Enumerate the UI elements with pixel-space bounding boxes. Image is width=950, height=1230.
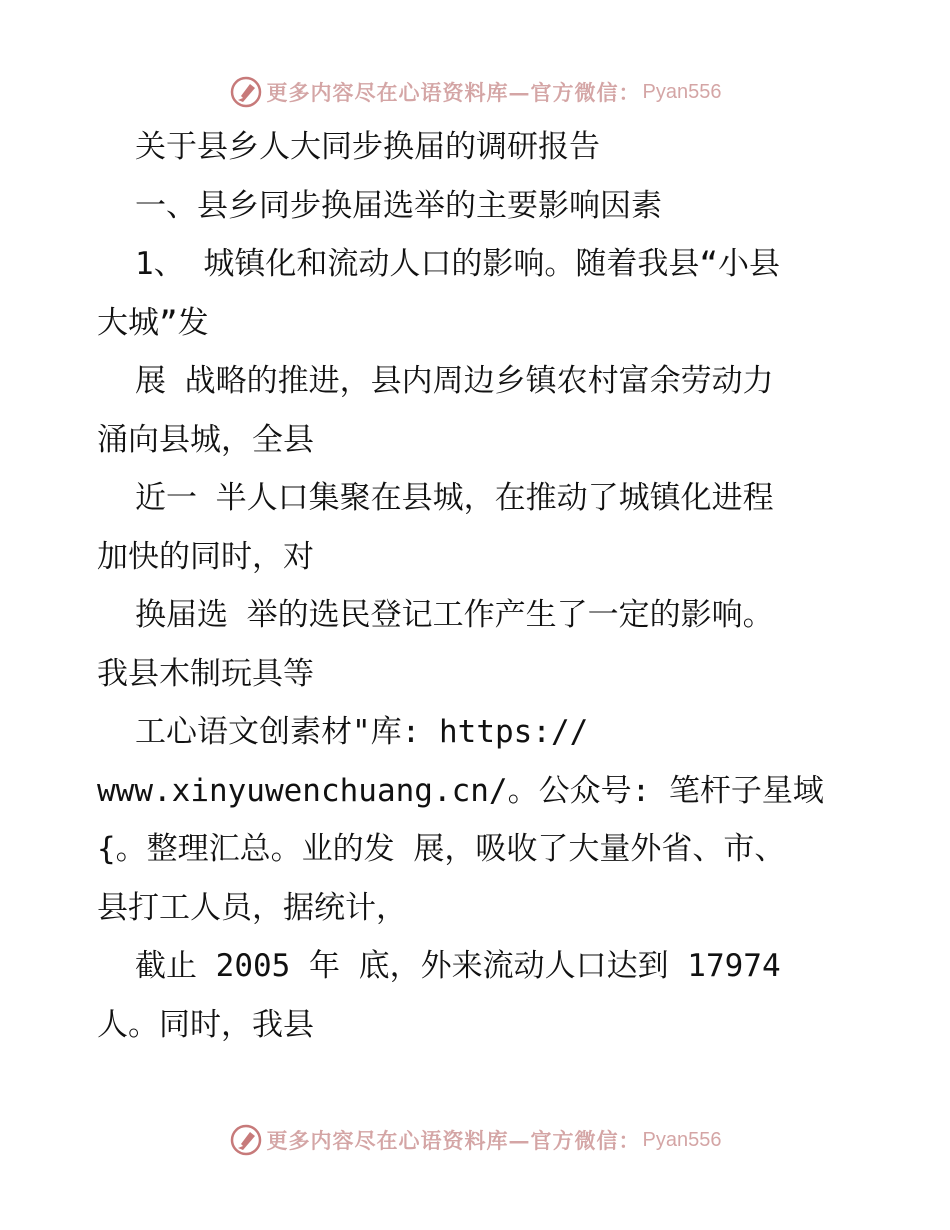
text-line: {。整理汇总。业的发 展，吸收了大量外省、市、 xyxy=(97,831,786,867)
text-line: 截止 2005 年 底，外来流动人口达到 17974 xyxy=(135,948,781,984)
text-line: 县打工人员，据统计， xyxy=(97,889,407,926)
text-line: www.xinyuwenchuang.cn/。公众号: 笔杆子星域 xyxy=(97,772,824,809)
text-line: 近一 半人口集聚在县城，在推动了城镇化进程 xyxy=(135,480,774,516)
text-line: 加快的同时，对 xyxy=(97,538,314,575)
watermark-wechat-id: Pyan556 xyxy=(642,1128,722,1151)
text-line: 1、 城镇化和流动人口的影响。随着我县“小县 xyxy=(135,246,780,282)
text-line: 工心语文创素材"库: https:// xyxy=(135,714,589,750)
document-body xyxy=(97,118,877,1054)
pen-logo-icon xyxy=(229,1123,263,1157)
watermark-text: 更多内容尽在心语资料库—官方微信： xyxy=(266,1128,641,1153)
text-line: 我县木制玩具等 xyxy=(97,655,314,692)
text-line: 展 战略的推进，县内周边乡镇农村富余劳动力 xyxy=(135,363,774,399)
watermark-wechat-id: Pyan556 xyxy=(642,80,722,103)
text-line: 关于县乡人大同步换届的调研报告 xyxy=(135,129,600,165)
footer-watermark xyxy=(0,1120,950,1160)
text-line: 人。同时，我县 xyxy=(97,1006,314,1043)
watermark-text: 更多内容尽在心语资料库—官方微信： xyxy=(266,80,641,105)
text-line: 换届选 举的选民登记工作产生了一定的影响。 xyxy=(135,597,774,633)
text-line: 涌向县城，全县 xyxy=(97,421,314,458)
pen-logo-icon xyxy=(229,75,263,109)
header-watermark xyxy=(0,72,950,112)
text-line: 大城”发 xyxy=(97,304,209,341)
text-line: 一、县乡同步换届选举的主要影响因素 xyxy=(135,187,662,224)
